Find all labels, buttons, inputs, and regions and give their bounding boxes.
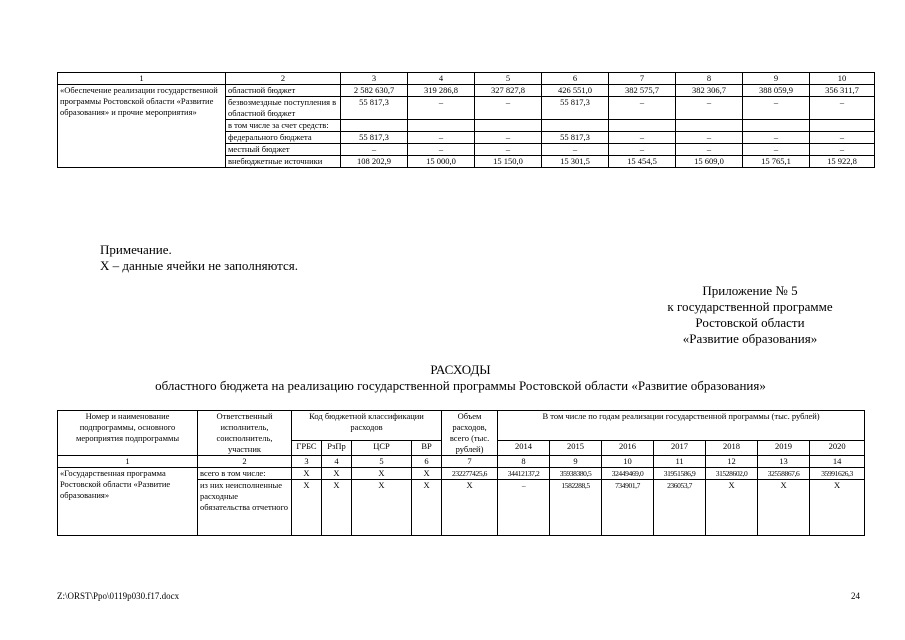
value-cell: [743, 120, 810, 132]
code-cell: Х: [352, 480, 412, 536]
value-cell: 1582288,5: [550, 480, 602, 536]
value-cell: –: [475, 97, 542, 120]
footer-page-number: 24: [851, 591, 860, 601]
col-num: 12: [706, 456, 758, 468]
value-cell: 426 551,0: [542, 85, 609, 97]
total-cell: Х: [442, 480, 498, 536]
appendix-line: «Развитие образования»: [682, 331, 818, 346]
value-cell: 15 150,0: [475, 156, 542, 168]
col-num: 7: [442, 456, 498, 468]
table-row: [58, 85, 875, 97]
value-cell: [676, 120, 743, 132]
header-csr: ЦСР: [352, 440, 412, 455]
table1-col-num: 8: [676, 73, 743, 85]
code-cell: Х: [292, 468, 322, 480]
value-cell: [475, 120, 542, 132]
col-num: 8: [498, 456, 550, 468]
value-cell: –: [341, 144, 408, 156]
value-cell: 35991626,3: [810, 468, 865, 480]
value-cell: 382 575,7: [609, 85, 676, 97]
code-cell: Х: [352, 468, 412, 480]
value-cell: 327 827,8: [475, 85, 542, 97]
table1-col-num: 9: [743, 73, 810, 85]
table1-col-num: 6: [542, 73, 609, 85]
value-cell: 734901,7: [602, 480, 654, 536]
col-num: 6: [412, 456, 442, 468]
header-year: 2017: [654, 440, 706, 455]
header-year: 2016: [602, 440, 654, 455]
value-cell: 319 286,8: [408, 85, 475, 97]
row-label: всего в том числе:: [198, 468, 292, 480]
code-cell: Х: [412, 480, 442, 536]
table1-col-num: 1: [58, 73, 226, 85]
appendix-line: к государственной программе: [667, 299, 833, 314]
value-cell: –: [408, 144, 475, 156]
value-cell: –: [810, 144, 875, 156]
value-cell: [542, 120, 609, 132]
value-cell: [341, 120, 408, 132]
value-cell: 55 817,3: [341, 132, 408, 144]
value-cell: –: [743, 144, 810, 156]
program-name-cell: «Государственная программа Ростовской области «Развитие образования»: [58, 468, 198, 536]
code-cell: Х: [322, 480, 352, 536]
header-year: 2019: [758, 440, 810, 455]
table1-col-num: 3: [341, 73, 408, 85]
value-cell: [810, 120, 875, 132]
value-cell: 32449469,0: [602, 468, 654, 480]
col-num: 3: [292, 456, 322, 468]
header-rzpr: РзПр: [322, 440, 352, 455]
value-cell: 15 765,1: [743, 156, 810, 168]
value-cell: 35938380,5: [550, 468, 602, 480]
value-cell: –: [676, 144, 743, 156]
header-grbs: ГРБС: [292, 440, 322, 455]
value-cell: –: [676, 132, 743, 144]
col-num: 4: [322, 456, 352, 468]
value-cell: 31951586,9: [654, 468, 706, 480]
value-cell: [609, 120, 676, 132]
note-text: Х – данные ячейки не заполняются.: [100, 258, 299, 273]
value-cell: 382 306,7: [676, 85, 743, 97]
value-cell: 388 059,9: [743, 85, 810, 97]
value-cell: –: [810, 97, 875, 120]
value-cell: 55 817,3: [341, 97, 408, 120]
value-cell: –: [498, 480, 550, 536]
header-name: Номер и наименование подпрограммы, основного мероприятия подпрограммы: [58, 411, 198, 456]
col-num: 5: [352, 456, 412, 468]
value-cell: –: [609, 144, 676, 156]
footer-file-path: Z:\ORST\Ppo\0119p030.f17.docx: [57, 591, 180, 601]
value-cell: –: [475, 144, 542, 156]
value-cell: 32558867,6: [758, 468, 810, 480]
value-cell: [408, 120, 475, 132]
value-cell: Х: [758, 480, 810, 536]
value-cell: –: [609, 132, 676, 144]
value-cell: –: [542, 144, 609, 156]
value-cell: –: [408, 97, 475, 120]
header-vr: ВР: [412, 440, 442, 455]
value-cell: 108 202,9: [341, 156, 408, 168]
value-cell: –: [743, 132, 810, 144]
appendix-block: [545, 283, 845, 347]
col-num: 9: [550, 456, 602, 468]
col-num: 13: [758, 456, 810, 468]
table2-header-row: [58, 411, 865, 441]
program-name-cell: «Обеспечение реализации государственной программы Ростовской области «Развитие образования» и прочие мероприятия»: [58, 85, 226, 168]
value-cell: 356 311,7: [810, 85, 875, 97]
value-cell: Х: [810, 480, 865, 536]
document-title: РАСХОДЫ: [430, 362, 491, 377]
col-num: 14: [810, 456, 865, 468]
value-cell: 2 582 630,7: [341, 85, 408, 97]
value-cell: 15 000,0: [408, 156, 475, 168]
value-cell: 236053,7: [654, 480, 706, 536]
table1-col-num: 5: [475, 73, 542, 85]
code-cell: Х: [322, 468, 352, 480]
value-cell: 15 922,8: [810, 156, 875, 168]
header-years: В том числе по годам реализации государственной программы (тыс. рублей): [498, 411, 865, 441]
row-label: из них неисполненные расходные обязательства отчетного: [198, 480, 292, 536]
header-responsible: Ответственный исполнитель, соисполнитель, участник: [198, 411, 292, 456]
budget-table-continued: [57, 72, 875, 168]
table1-col-num: 4: [408, 73, 475, 85]
value-cell: –: [475, 132, 542, 144]
table1-col-num: 2: [226, 73, 341, 85]
source-label: федерального бюджета: [226, 132, 341, 144]
header-volume: Объем расходов, всего (тыс. рублей): [442, 411, 498, 456]
col-num: 2: [198, 456, 292, 468]
header-budget-code: Код бюджетной классификации расходов: [292, 411, 442, 441]
note-heading: Примечание.: [100, 242, 172, 257]
source-label: безвозмездные поступления в областной бюджет: [226, 97, 341, 120]
col-num: 10: [602, 456, 654, 468]
header-year: 2018: [706, 440, 758, 455]
code-cell: Х: [292, 480, 322, 536]
table-row: [58, 468, 865, 480]
appendix-number: Приложение № 5: [702, 283, 798, 298]
col-num: 1: [58, 456, 198, 468]
value-cell: –: [408, 132, 475, 144]
value-cell: –: [676, 97, 743, 120]
total-cell: 232277425,6: [442, 468, 498, 480]
expenses-table: [57, 410, 865, 536]
table2-numbers-row: [58, 456, 865, 468]
value-cell: Х: [706, 480, 758, 536]
table1-header-row: [58, 73, 875, 85]
source-label: областной бюджет: [226, 85, 341, 97]
table1-col-num: 10: [810, 73, 875, 85]
value-cell: 15 454,5: [609, 156, 676, 168]
value-cell: –: [810, 132, 875, 144]
source-label: местный бюджет: [226, 144, 341, 156]
value-cell: 31528602,0: [706, 468, 758, 480]
header-year: 2020: [810, 440, 865, 455]
header-year: 2014: [498, 440, 550, 455]
value-cell: 55 817,3: [542, 97, 609, 120]
source-label: внебюджетные источники: [226, 156, 341, 168]
code-cell: Х: [412, 468, 442, 480]
table1-col-num: 7: [609, 73, 676, 85]
header-year: 2015: [550, 440, 602, 455]
value-cell: 15 301,5: [542, 156, 609, 168]
value-cell: 55 817,3: [542, 132, 609, 144]
source-label: в том числе за счет средств:: [226, 120, 341, 132]
document-subtitle: областного бюджета на реализацию государственной программы Ростовской области «Развитие образования»: [155, 378, 766, 393]
appendix-line: Ростовской области: [695, 315, 805, 330]
value-cell: 15 609,0: [676, 156, 743, 168]
col-num: 11: [654, 456, 706, 468]
value-cell: 34412137,2: [498, 468, 550, 480]
value-cell: –: [743, 97, 810, 120]
value-cell: –: [609, 97, 676, 120]
